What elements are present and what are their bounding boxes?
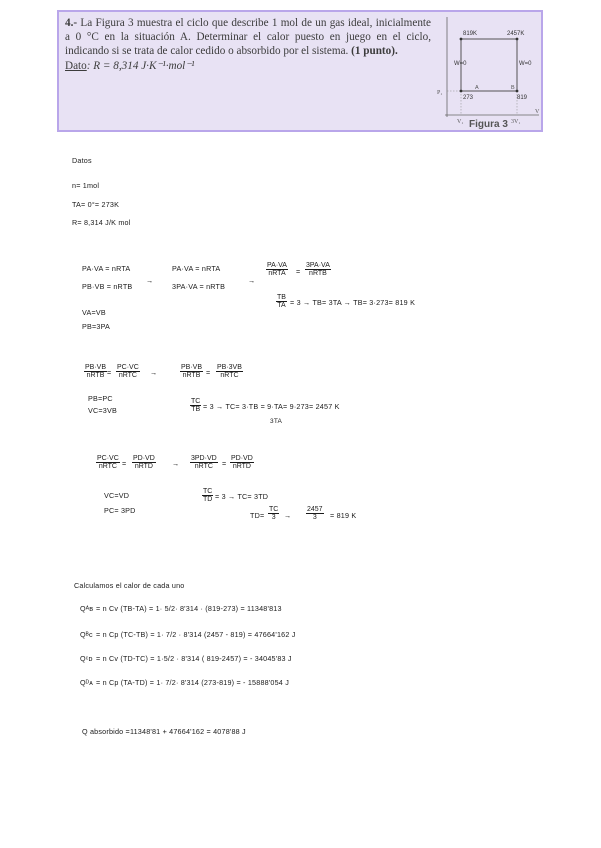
- datos-n: n= 1mol: [72, 181, 100, 190]
- frac-2a: PB·VB nRTB: [85, 364, 107, 379]
- q4-label: Qᴰᴀ: [80, 678, 93, 687]
- q-total: Q absorbido =11348'81 + 47664'162 = 4078'88 J: [82, 727, 246, 736]
- dato-label: Dato: [65, 59, 87, 72]
- arrow-3: →: [150, 368, 158, 377]
- label-top-left: 819K: [463, 31, 478, 37]
- frac-1b: 3PA·VA nRTB: [306, 262, 330, 277]
- eq-b: PB·VB = nRTB: [82, 282, 133, 291]
- tc-result: = 3 → TC= 3·TB = 9·TA= 9·273= 2457 K: [203, 402, 340, 411]
- figure-caption: Figura 3: [469, 119, 508, 130]
- pb-3pa: PB=3PA: [82, 322, 111, 331]
- pc-3pd: PC= 3PD: [104, 506, 136, 515]
- frac-3d: PD·VD nRTD: [231, 455, 253, 470]
- frac-3c: 3PD·VD nRTC: [191, 455, 217, 470]
- eq-c: PA·VA = nRTA: [172, 264, 221, 273]
- problem-number: 4.-: [65, 17, 78, 29]
- cycle-rectangle: [461, 39, 517, 91]
- q2-label: Qᴮᴄ: [80, 630, 93, 639]
- eq-a: PA·VA = nRTA: [82, 264, 131, 273]
- va-vb: VA=VB: [82, 308, 106, 317]
- q1-expression: = n Cv (TB-TA) = 1· 5/2· 8'314 · (819-273) = 11348'813: [96, 604, 282, 613]
- datos-r: R= 8,314 J/K mol: [72, 218, 131, 227]
- frac-2b: PC·VC nRTC: [117, 364, 139, 379]
- tb-result: = 3 → TB= 3TA → TB= 3·273= 819 K: [290, 298, 416, 307]
- label-bottom-left-val: 273: [463, 95, 474, 101]
- frac-tc-td: $\frac{TC}{TD}$: [203, 488, 213, 503]
- q3-expression: = n Cv (TD-TC) = 1·5/2 · 8'314 ( 819-2457) = - 34045'83 J: [96, 654, 292, 663]
- label-b: B: [511, 85, 515, 91]
- frac-td2: $\frac{2457}{3}$: [307, 506, 323, 521]
- arrow-2: →: [248, 276, 256, 285]
- td-result: = 819 K: [330, 511, 357, 520]
- problem-statement: [65, 16, 431, 73]
- label-top-right: 2457K: [507, 31, 525, 37]
- q1-label: Qᴬʙ: [80, 604, 94, 613]
- q2-expression: = n Cp (TC-TB) = 1· 7/2 · 8'314 (2457 - 819) = 47664'162 J: [96, 630, 296, 639]
- frac-td: $\frac{TC}{3}$: [269, 506, 279, 521]
- pb-pc: PB=PC: [88, 394, 113, 403]
- pv-diagram: [435, 15, 541, 129]
- label-v-axis: V: [535, 109, 540, 115]
- problem-box: [57, 10, 543, 132]
- tc-sub: 3TA: [270, 418, 283, 425]
- frac-1a: PA·VA nRTA: [267, 262, 287, 277]
- calc-title: Calculamos el calor de cada uno: [74, 581, 185, 590]
- frac-tb-ta: $\frac{TB}{TA}$: [277, 294, 286, 309]
- datos-heading: Datos: [72, 156, 92, 165]
- frac-3a: PC·VC nRTC: [97, 455, 119, 470]
- label-ann-left: W=0: [454, 61, 467, 67]
- dato-value: : R = 8,314 J·K⁻¹·mol⁻¹: [86, 59, 195, 72]
- arrow-4: →: [172, 459, 180, 468]
- label-v3: 3V₁: [511, 119, 521, 125]
- td-eq1: = 3 → TC= 3TD: [215, 492, 269, 501]
- frac-2c: PB·VB nRTB: [181, 364, 203, 379]
- label-v1: V₁: [457, 119, 464, 125]
- frac-3b: PD·VD nRTD: [133, 455, 155, 470]
- q3-label: Qᶜᴅ: [80, 654, 93, 663]
- vc-3vb: VC=3VB: [88, 406, 117, 415]
- q4-expression: = n Cp (TA-TD) = 1· 7/2· 8'314 (273-819) = - 15888'054 J: [96, 678, 289, 687]
- problem-points: (1 punto).: [351, 45, 398, 58]
- td-eq2: TD=: [250, 511, 265, 520]
- label-ann-right: W=0: [519, 61, 532, 67]
- label-p1: P₁: [437, 90, 443, 96]
- datos-ta: TA= 0°= 273K: [72, 200, 120, 209]
- label-a: A: [475, 85, 479, 91]
- vc-vd: VC=VD: [104, 491, 130, 500]
- arrow-5: →: [284, 511, 292, 520]
- eq-d: 3PA·VA = nRTB: [172, 282, 226, 291]
- problem-body: La Figura 3 muestra el ciclo que describe 1 mol de un gas ideal, inicialmente a 0 °C en la situación A. Determinar el calor puesto en juego en el ciclo, indicando si se trata de calor cedido o absorbido por el sistema.: [65, 17, 432, 58]
- arrow-1: →: [146, 276, 154, 285]
- frac-2d: PB·3VB nRTC: [217, 364, 242, 379]
- frac-tc-tb: $\frac{TC}{TB}$: [191, 398, 201, 413]
- equals-1: =: [296, 267, 301, 276]
- label-bottom-right-val: 819: [517, 95, 528, 101]
